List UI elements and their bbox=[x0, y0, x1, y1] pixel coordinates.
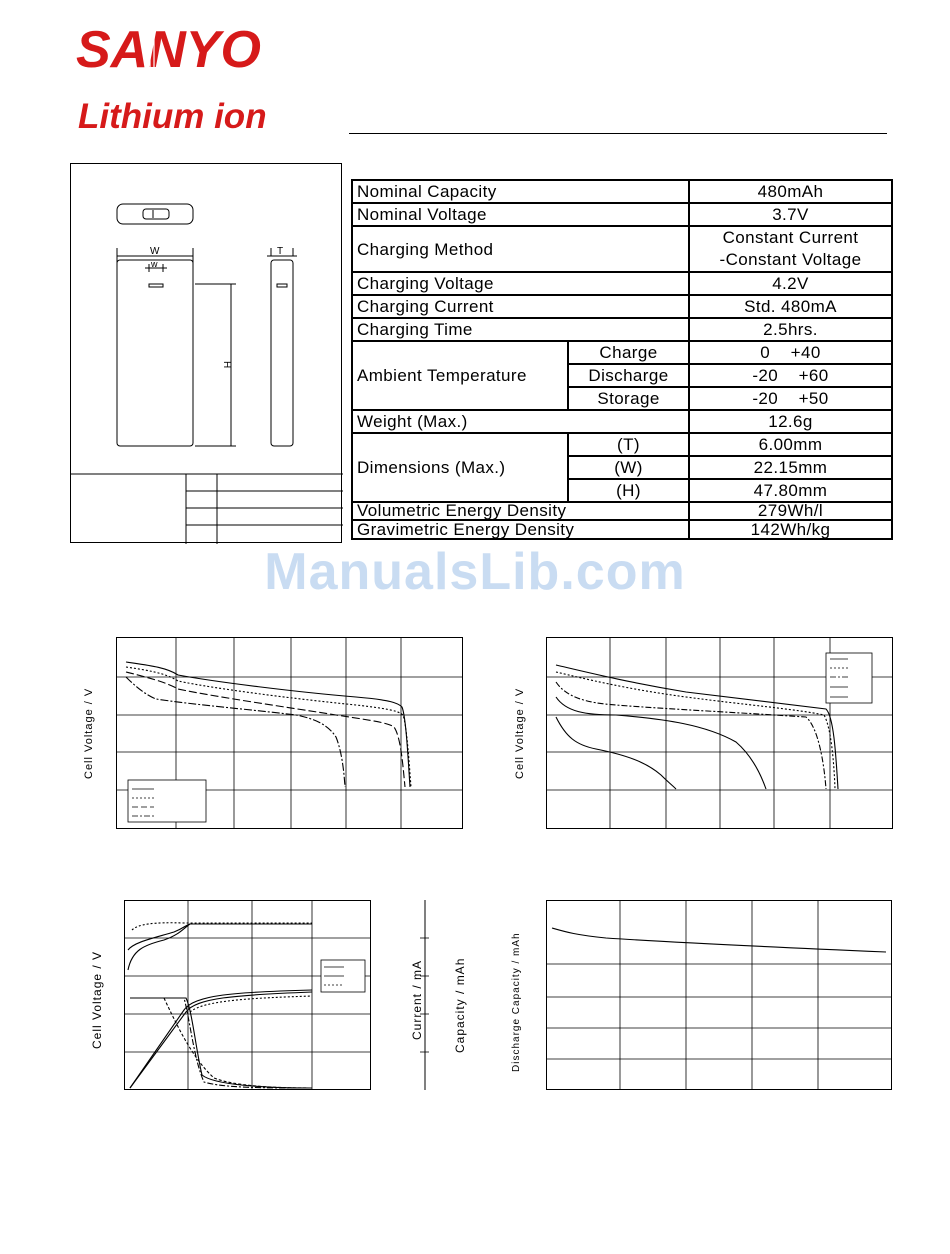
spec-row bbox=[352, 180, 892, 203]
spec-row bbox=[352, 295, 892, 318]
spec-label: Ambient Temperature bbox=[352, 341, 568, 410]
spec-label: Gravimetric Energy Density bbox=[352, 520, 689, 539]
dim-w-outer-label: W bbox=[150, 246, 160, 257]
spec-sublabel: Storage bbox=[568, 387, 689, 410]
watermark: ManualsLib.com bbox=[264, 543, 686, 601]
charging-method-line2: -Constant Voltage bbox=[719, 250, 862, 269]
chart3-ylabel-capacity: Capacity / mAh bbox=[453, 957, 467, 1053]
dim-w-inner-label: w bbox=[151, 259, 158, 269]
spec-label: Volumetric Energy Density bbox=[352, 502, 689, 520]
spec-label: Nominal Voltage bbox=[352, 203, 689, 226]
spec-value: 2.5hrs. bbox=[689, 318, 892, 341]
spec-value: 47.80mm bbox=[689, 479, 892, 502]
spec-label: Charging Voltage bbox=[352, 272, 689, 295]
spec-sublabel: (H) bbox=[568, 479, 689, 502]
spec-row bbox=[352, 272, 892, 295]
cycle-chart bbox=[546, 900, 894, 1093]
lithium-ion-logo bbox=[78, 92, 293, 138]
cell-drawing-box bbox=[70, 163, 342, 543]
spec-value: -20 +60 bbox=[689, 364, 892, 387]
spec-row bbox=[352, 226, 892, 272]
spec-row bbox=[352, 520, 892, 539]
header-rule bbox=[349, 133, 887, 134]
spec-sublabel: Charge bbox=[568, 341, 689, 364]
discharge-rate-chart bbox=[546, 637, 894, 830]
spec-table bbox=[351, 179, 893, 540]
spec-value: 3.7V bbox=[689, 203, 892, 226]
cell-outline-drawing bbox=[71, 164, 343, 544]
spec-value: 142Wh/kg bbox=[689, 520, 892, 539]
spec-label: Dimensions (Max.) bbox=[352, 433, 568, 502]
lithium-ion-text: Lithium ion bbox=[78, 97, 267, 136]
chart1-ylabel: Cell Voltage / V bbox=[83, 687, 95, 779]
sanyo-logo bbox=[74, 12, 274, 82]
spec-sublabel: (T) bbox=[568, 433, 689, 456]
spec-label: Weight (Max.) bbox=[352, 410, 689, 433]
dim-t-label: T bbox=[277, 246, 284, 257]
spec-label: Charging Method bbox=[352, 226, 689, 272]
spec-row bbox=[352, 502, 892, 520]
chart2-ylabel: Cell Voltage / V bbox=[514, 687, 526, 779]
spec-value bbox=[689, 226, 892, 272]
spec-row bbox=[352, 318, 892, 341]
spec-value: -20 +50 bbox=[689, 387, 892, 410]
spec-row bbox=[352, 410, 892, 433]
spec-row bbox=[352, 203, 892, 226]
spec-value: 0 +40 bbox=[689, 341, 892, 364]
chart4-ylabel: Discharge Capacity / mAh bbox=[511, 932, 522, 1072]
spec-value: Std. 480mA bbox=[689, 295, 892, 318]
spec-label: Nominal Capacity bbox=[352, 180, 689, 203]
dim-h-label: H bbox=[221, 361, 232, 369]
spec-value: 12.6g bbox=[689, 410, 892, 433]
spec-label: Charging Time bbox=[352, 318, 689, 341]
spec-value: 480mAh bbox=[689, 180, 892, 203]
spec-row bbox=[352, 341, 892, 364]
charge-chart bbox=[124, 900, 429, 1092]
spec-row bbox=[352, 433, 892, 456]
spec-label: Charging Current bbox=[352, 295, 689, 318]
spec-sublabel: Discharge bbox=[568, 364, 689, 387]
discharge-temp-chart bbox=[116, 637, 464, 830]
chart3-ylabel-voltage: Cell Voltage / V bbox=[90, 950, 104, 1049]
spec-value: 6.00mm bbox=[689, 433, 892, 456]
charging-method-line1: Constant Current bbox=[722, 228, 859, 247]
sanyo-logo-text: SANYO bbox=[76, 21, 261, 79]
spec-value: 279Wh/l bbox=[689, 502, 892, 520]
spec-value: 22.15mm bbox=[689, 456, 892, 479]
spec-value: 4.2V bbox=[689, 272, 892, 295]
chart3-ylabel-current: Current / mA bbox=[410, 959, 424, 1040]
spec-sublabel: (W) bbox=[568, 456, 689, 479]
